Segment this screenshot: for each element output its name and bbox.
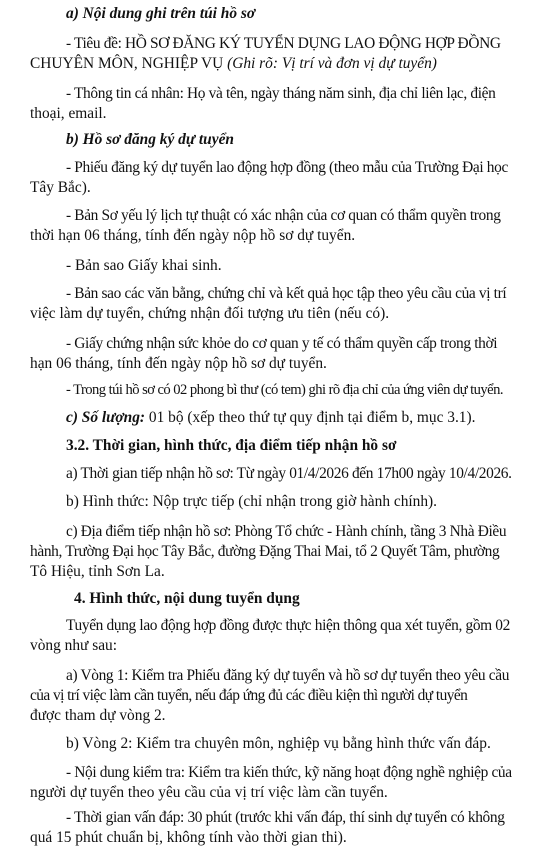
section-b-item-4-line2: việc làm dự tuyển, chứng nhận đối tượng ưu tiên (nếu có). xyxy=(30,305,390,322)
section-c-label: c) Số lượng: xyxy=(66,409,146,426)
section-b-item-1-line1: - Phiếu đăng ký dự tuyển lao động hợp đồng (theo mẫu của Trường Đại học xyxy=(66,159,508,176)
section-b-item-2-line1: - Bản Sơ yếu lý lịch tự thuật có xác nhận của cơ quan có thẩm quyền trong xyxy=(66,207,501,224)
section-4-intro-line1: Tuyển dụng lao động hợp đồng được thực hiện thông qua xét tuyển, gồm 02 xyxy=(66,617,510,634)
section-b-heading: b) Hồ sơ đăng ký dự tuyển xyxy=(66,131,234,148)
section-4-duration-line1: - Thời gian vấn đáp: 30 phút (trước khi vấn đáp, thí sinh dự tuyển có không xyxy=(66,809,505,826)
section-3-2-place-line3: Tô Hiệu, tỉnh Sơn La. xyxy=(30,563,165,580)
section-4-intro-line2: vòng như sau: xyxy=(30,637,118,654)
section-4-content-line1: - Nội dung kiểm tra: Kiểm tra kiến thức, kỹ năng hoạt động nghề nghiệp của xyxy=(66,764,512,781)
section-b-item-1-line2: Tây Bắc). xyxy=(30,179,91,196)
section-a-personal-line1: - Thông tin cá nhân: Họ và tên, ngày tháng năm sinh, địa chỉ liên lạc, điện xyxy=(66,85,496,102)
section-a-heading: a) Nội dung ghi trên túi hồ sơ xyxy=(66,5,256,22)
section-a-title-line1: - Tiêu đề: HỒ SƠ ĐĂNG KÝ TUYỂN DỤNG LAO ĐỘNG HỢP ĐỒNG xyxy=(66,35,501,52)
section-3-2-place-line1: c) Địa điểm tiếp nhận hồ sơ: Phòng Tổ chức - Hành chính, tầng 3 Nhà Điều xyxy=(66,523,507,540)
section-4-round2: b) Vòng 2: Kiểm tra chuyên môn, nghiệp vụ bằng hình thức vấn đáp. xyxy=(66,735,491,752)
section-b-item-2-line2: thời hạn 06 tháng, tính đến ngày nộp hồ sơ dự tuyển. xyxy=(30,227,356,244)
section-b-item-5-line1: - Giấy chứng nhận sức khỏe do cơ quan y tế có thẩm quyền cấp trong thời xyxy=(66,335,498,352)
section-a-title-main: CHUYÊN MÔN, NGHIỆP VỤ xyxy=(30,55,224,72)
section-4-content-line2: người dự tuyển theo yêu cầu của vị trí việc làm cần tuyển. xyxy=(30,784,388,801)
section-b-item-6-line1: - Trong túi hồ sơ có 02 phong bì thư (có tem) ghi rõ địa chỉ của ứng viên dự tuyển. xyxy=(66,382,503,398)
section-b-item-5-line2: hạn 06 tháng, tính đến ngày nộp hồ sơ dự tuyển. xyxy=(30,355,327,372)
section-3-2-heading: 3.2. Thời gian, hình thức, địa điểm tiếp nhận hồ sơ xyxy=(66,437,397,454)
section-a-personal-line2: thoại, email. xyxy=(30,105,107,122)
section-c-line xyxy=(66,408,475,427)
section-4-round1-line3: được tham dự vòng 2. xyxy=(30,707,166,724)
section-4-round1-line1: a) Vòng 1: Kiểm tra Phiếu đăng ký dự tuyển và hồ sơ dự tuyển theo yêu cầu xyxy=(66,667,510,684)
section-4-heading: 4. Hình thức, nội dung tuyển dụng xyxy=(74,590,300,607)
section-a-title-line2 xyxy=(30,54,437,73)
section-c-text: 01 bộ (xếp theo thứ tự quy định tại điểm b, mục 3.1). xyxy=(145,409,476,426)
section-4-duration-line2: quá 15 phút chuẩn bị, không tính vào thời gian thi). xyxy=(30,829,347,846)
section-3-2-place-line2: hành, Trường Đại học Tây Bắc, đường Đặng Thai Mai, tổ 2 Quyết Tâm, phường xyxy=(30,543,500,560)
section-3-2-form: b) Hình thức: Nộp trực tiếp (chỉ nhận trong giờ hành chính). xyxy=(66,493,438,510)
section-b-item-3-line1: - Bản sao Giấy khai sinh. xyxy=(66,257,222,274)
section-a-title-note: (Ghi rõ: Vị trí và đơn vị dự tuyển) xyxy=(223,55,437,72)
section-3-2-time: a) Thời gian tiếp nhận hồ sơ: Từ ngày 01/4/2026 đến 17h00 ngày 10/4/2026. xyxy=(66,465,512,482)
section-b-item-4-line1: - Bản sao các văn bằng, chứng chỉ và kết quả học tập theo yêu cầu của vị trí xyxy=(66,285,507,302)
section-4-round1-line2: của vị trí việc làm cần tuyển, nếu đáp ứng đủ các điều kiện thì người dự tuyển xyxy=(30,687,468,704)
